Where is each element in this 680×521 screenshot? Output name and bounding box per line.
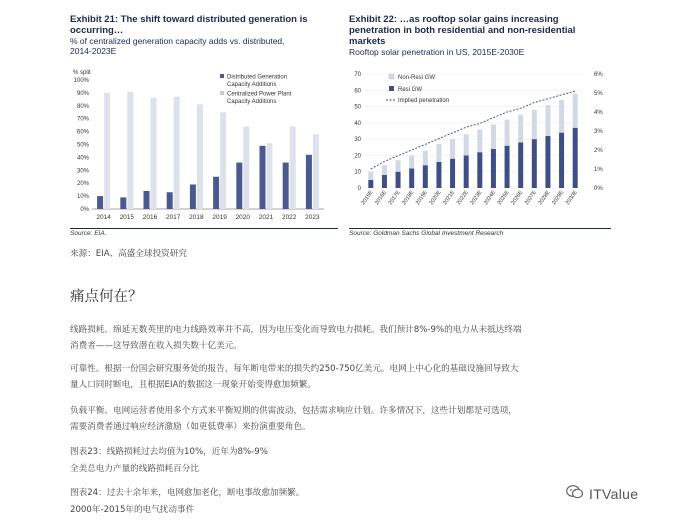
y-left-tick-label: 20	[354, 153, 361, 160]
exhibit-21-source: Source: EIA.	[70, 230, 107, 237]
y-right-tick-label: 5%	[594, 91, 603, 97]
x-tick-label: 2015E	[360, 189, 375, 207]
figure-23-caption: 图表23：线路损耗过去均值为10%，近年为8%-9%	[70, 447, 268, 457]
y-tick-label: 50%	[76, 142, 89, 149]
exhibit-22-title-line3: markets	[349, 36, 386, 47]
exhibit-22	[349, 14, 614, 239]
bar-non-resi	[532, 110, 537, 139]
exhibit-21-title-line2: occurring…	[70, 25, 124, 36]
exhibit-21-source-rule	[70, 228, 338, 229]
x-tick-label: 2022E	[455, 189, 470, 207]
exhibit-22-subtitle: Rooftop solar penetration in US, 2015E-2030E	[349, 47, 525, 57]
y-right-tick-label: 0%	[594, 186, 603, 192]
bar-non-resi	[573, 94, 578, 128]
y-right-tick-label: 6%	[594, 72, 603, 78]
bar-resi	[518, 142, 523, 188]
bar-non-resi	[491, 124, 496, 148]
y-tick-label: 30%	[76, 168, 89, 175]
x-tick-label: 2016E	[374, 189, 389, 207]
x-tick-label: 2021E	[442, 189, 457, 207]
x-tick-label: 2017	[165, 214, 181, 221]
bar-centralized	[197, 105, 203, 209]
exhibit-22-title-line2: penetration in both residential and non-residential	[349, 25, 576, 36]
bar-distributed	[167, 192, 173, 209]
bar-resi	[545, 136, 550, 188]
y-left-tick-label: 0	[357, 186, 361, 192]
x-tick-label: 2014	[96, 214, 111, 221]
bar-distributed	[213, 177, 219, 209]
x-tick-label: 2023E	[469, 189, 484, 207]
y-tick-label: 20%	[76, 181, 89, 188]
bar-non-resi	[368, 172, 373, 180]
bar-resi	[559, 133, 564, 188]
y-left-tick-label: 30	[354, 137, 361, 144]
y-tick-label: 80%	[76, 103, 89, 110]
y-tick-label: 60%	[76, 129, 89, 136]
y-left-tick-label: 50	[354, 104, 361, 111]
x-tick-label: 2016	[142, 214, 158, 221]
x-tick-label: 2025E	[496, 189, 511, 207]
bar-resi	[464, 155, 469, 188]
legend-label-distributed-1: Distributed Generation	[227, 74, 288, 81]
x-tick-label: 2020E	[428, 189, 443, 207]
y-left-tick-label: 10	[354, 169, 361, 176]
x-tick-label: 2022	[281, 214, 297, 221]
x-tick-label: 2024E	[483, 189, 498, 207]
bar-centralized	[267, 143, 273, 209]
bar-resi	[409, 168, 414, 188]
y-left-tick-label: 60	[354, 88, 361, 95]
exhibit-21-chart	[70, 68, 340, 233]
paragraph-line-loss-1: 线路损耗。绵延无数英里的电力线路效率并不高，因为电压变化而导致电力损耗。我们预计8%-9%的电力从未抵达终端	[70, 325, 522, 335]
legend-label-distributed-2: Capacity Additions	[227, 82, 277, 88]
bar-non-resi	[505, 120, 510, 146]
x-tick-label: 2018E	[401, 189, 416, 207]
bar-resi	[423, 165, 428, 188]
x-tick-label: 2019	[212, 214, 227, 221]
y-right-tick-label: 3%	[594, 129, 603, 135]
bar-non-resi	[396, 160, 401, 171]
y-left-tick-label: 70	[354, 72, 361, 78]
x-tick-label: 2026E	[510, 189, 525, 207]
bar-distributed	[190, 184, 196, 209]
bar-resi	[450, 159, 455, 188]
legend-swatch-resi	[389, 86, 394, 91]
watermark-label: ITValue	[589, 486, 639, 502]
bar-resi	[436, 162, 441, 188]
y-right-tick-label: 2%	[594, 148, 603, 154]
bar-distributed	[97, 196, 103, 209]
section-heading: 痛点何在？	[70, 289, 143, 305]
bar-distributed	[306, 155, 312, 209]
bar-centralized	[104, 93, 110, 209]
bar-resi	[477, 152, 482, 188]
bar-resi	[396, 172, 401, 188]
source-line: 来源：EIA、高盛全球投资研究	[70, 249, 187, 259]
y-tick-label: 90%	[76, 90, 89, 97]
exhibit-21	[70, 14, 340, 239]
x-tick-label: 2020	[235, 214, 251, 221]
bar-non-resi	[450, 139, 455, 159]
y-left-tick-label: 40	[354, 120, 361, 127]
x-tick-label: 2018	[189, 214, 204, 221]
bar-non-resi	[559, 100, 564, 133]
legend-label-implied: Implied penetration	[398, 98, 450, 104]
figure-23-subcaption: 全美总电力产量的线路损耗百分比	[70, 464, 199, 474]
legend-swatch-centralized	[220, 91, 224, 95]
bar-non-resi	[409, 155, 414, 168]
bar-centralized	[127, 92, 133, 209]
bar-non-resi	[477, 129, 482, 152]
bar-centralized	[220, 112, 226, 209]
paragraph-load-balance-1: 负载平衡。电网运营者使用多个方式来平衡短期的供需波动，包括需求响应计划。许多情况下，这些计划都是可选项，	[70, 406, 517, 416]
legend-label-resi: Resi GW	[398, 87, 422, 93]
x-tick-label: 2027E	[523, 189, 538, 207]
bar-resi	[491, 149, 496, 188]
bar-distributed	[120, 197, 126, 209]
bar-distributed	[283, 163, 289, 209]
bar-non-resi	[436, 144, 441, 162]
bar-centralized	[243, 126, 249, 209]
paragraph-reliability-1: 可靠性。根据一份国会研究服务处的报告，每年断电带来的损失约250-750亿美元。电网上中心化的基础设施回导致大	[70, 364, 519, 374]
bar-resi	[573, 128, 578, 188]
exhibit-22-title-line1: Exhibit 22: …as rooftop solar gains increasing	[349, 14, 559, 25]
x-tick-label: 2019E	[414, 189, 429, 207]
bar-distributed	[260, 146, 266, 209]
x-tick-label: 2021	[258, 214, 274, 221]
bar-resi	[382, 175, 387, 188]
wechat-icon	[566, 484, 584, 504]
figure-24-caption: 图表24：过去十余年来，电网愈加老化，断电事故愈加频繁。	[70, 488, 305, 498]
x-tick-label: 2030E	[564, 189, 579, 207]
y-tick-label: 70%	[76, 116, 89, 123]
y-right-tick-label: 4%	[594, 110, 603, 116]
legend-swatch-non-resi	[389, 74, 394, 79]
bar-resi	[505, 146, 510, 188]
y-tick-label: 40%	[76, 155, 89, 162]
bar-non-resi	[545, 105, 550, 136]
bar-centralized	[174, 97, 180, 209]
y-tick-label: 100%	[73, 78, 89, 84]
y-tick-label: 10%	[76, 194, 89, 201]
bar-centralized	[313, 134, 319, 209]
exhibit-22-source: Source: Goldman Sachs Global Investment Research	[349, 230, 504, 237]
y-tick-label: 0%	[80, 207, 89, 213]
x-tick-label: 2029E	[551, 189, 566, 207]
bar-non-resi	[423, 151, 428, 166]
exhibit-21-subtitle-line1: % of centralized generation capacity adds vs. distributed,	[70, 36, 285, 46]
legend-label-non-resi: Non-Resi GW	[398, 75, 436, 81]
x-tick-label: 2017E	[387, 189, 402, 207]
figure-24-subcaption: 2000年-2015年的电气扰动事件	[70, 505, 195, 515]
x-tick-label: 2023	[305, 214, 320, 221]
paragraph-reliability-2: 量人口同时断电，且根据EIA的数据这一现象开始变得愈加频繁。	[70, 380, 316, 390]
exhibit-21-subtitle-line2: 2014-2023E	[70, 46, 117, 56]
bar-non-resi	[518, 115, 523, 143]
x-tick-label: 2028E	[537, 189, 552, 207]
y-axis-label: % split	[73, 70, 91, 76]
bar-resi	[532, 139, 537, 188]
paragraph-load-balance-2: 需要消费者通过响应经济激励（如更低费率）来扮演重要角色。	[70, 422, 311, 432]
bar-non-resi	[382, 165, 387, 175]
y-right-tick-label: 1%	[594, 167, 603, 173]
paragraph-line-loss-2: 消费者——这导致潜在收入损失数十亿美元。	[70, 341, 242, 351]
bar-distributed	[236, 163, 242, 209]
legend-label-centralized-2: Capacity Additions	[227, 99, 277, 105]
legend-label-centralized-1: Centralized Power Plant	[227, 91, 292, 98]
legend-swatch-distributed	[220, 74, 224, 78]
exhibit-22-source-rule	[349, 228, 611, 229]
exhibit-22-chart	[349, 68, 614, 233]
bar-centralized	[290, 126, 296, 209]
bar-resi	[368, 180, 373, 188]
bar-centralized	[151, 98, 157, 209]
exhibit-21-title-line1: Exhibit 21: The shift toward distributed generation is	[70, 14, 308, 25]
watermark	[566, 484, 638, 504]
bar-non-resi	[464, 134, 469, 155]
x-tick-label: 2015	[119, 214, 135, 221]
bar-distributed	[144, 191, 150, 209]
